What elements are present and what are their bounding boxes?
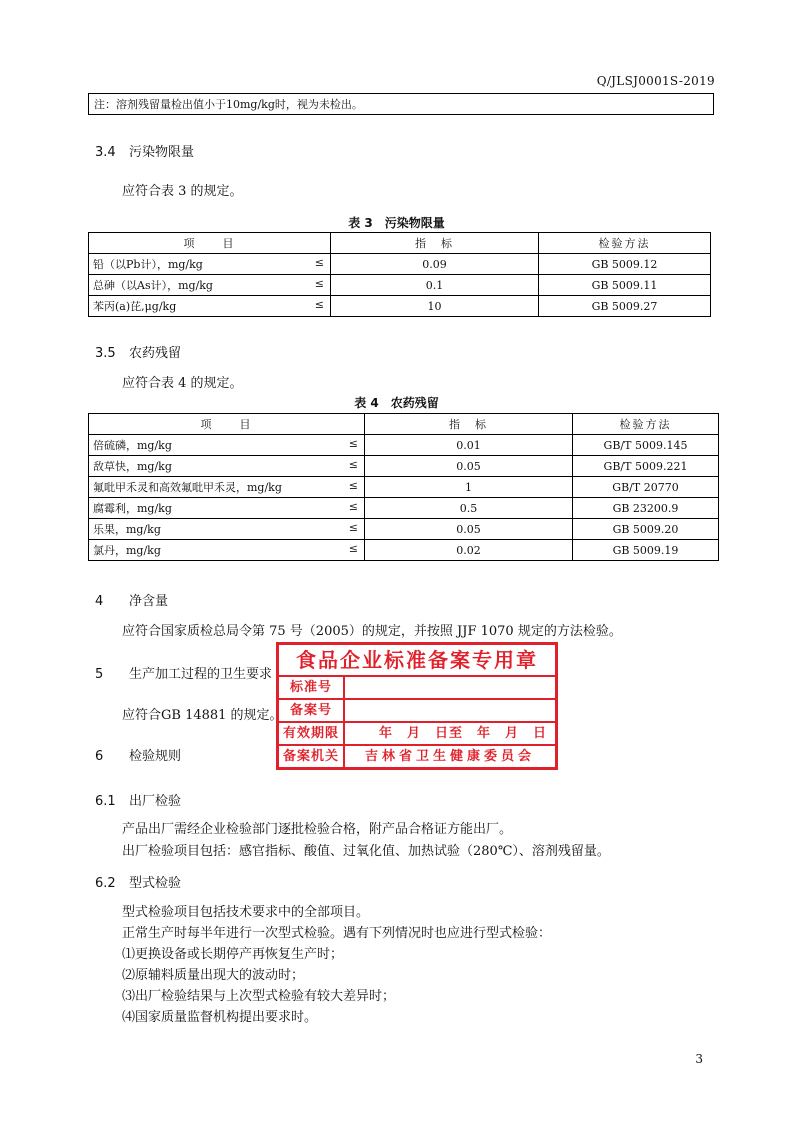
table-4-title: 表 4 农药残留 — [354, 396, 439, 410]
item-name: 铅（以Pb计），mg/kg — [93, 258, 203, 271]
stamp-value — [345, 700, 555, 721]
stamp-value: 吉林省卫生健康委员会 — [364, 749, 535, 764]
list-item: ⑷国家质量监督机构提出要求时。 — [122, 1010, 318, 1025]
value-cell: 0.05 — [365, 456, 573, 477]
operator: ≤ — [348, 521, 358, 534]
section-4-text: 应符合国家质检总局令第 75 号（2005）的规定，并按照 JJF 1070 规定的方法检验。 — [122, 624, 622, 639]
stamp-label: 备案机关 — [279, 746, 345, 769]
item-cell — [89, 296, 331, 317]
value-cell: 0.5 — [365, 498, 573, 519]
header-item: 项 目 — [89, 233, 331, 254]
section-number: 6 — [95, 749, 104, 764]
filing-stamp — [276, 642, 558, 770]
stamp-row — [279, 723, 555, 746]
section-number: 6.1 — [95, 794, 116, 809]
section-number: 3.5 — [95, 346, 116, 361]
item-name: 总砷（以As计），mg/kg — [93, 279, 213, 292]
item-cell — [89, 254, 331, 275]
item-cell — [89, 435, 365, 456]
method-cell: GB 5009.27 — [539, 296, 711, 317]
section-title: 污染物限量 — [129, 145, 195, 160]
solvent-note: 注：溶剂残留量检出值小于10mg/kg时，视为未检出。 — [88, 93, 714, 115]
stamp-value — [345, 677, 555, 698]
stamp-row — [279, 677, 555, 700]
section-6-1-paragraph: 产品出厂需经企业检验部门逐批检验合格，附产品合格证方能出厂。 — [122, 822, 513, 837]
item-cell — [89, 498, 365, 519]
section-6-heading — [95, 745, 181, 764]
value-cell: 0.1 — [331, 275, 539, 296]
item-name: 苯丙(a)芘,μg/kg — [93, 300, 177, 313]
table-row — [89, 435, 719, 456]
section-4-heading — [95, 590, 168, 609]
operator: ≤ — [314, 298, 324, 311]
section-number: 6.2 — [95, 876, 116, 891]
method-cell: GB/T 20770 — [573, 477, 719, 498]
section-number: 3.4 — [95, 145, 116, 160]
section-3-5-text: 应符合表 4 的规定。 — [122, 376, 243, 391]
item-cell — [89, 456, 365, 477]
method-cell: GB 5009.20 — [573, 519, 719, 540]
item-name: 乐果，mg/kg — [93, 523, 161, 536]
stamp-value: 年 月 日至 年 月 日 — [378, 726, 547, 741]
table-row — [89, 498, 719, 519]
list-item: ⑴更换设备或长期停产再恢复生产时； — [122, 947, 344, 962]
section-title: 出厂检验 — [129, 794, 182, 809]
header-method: 检验方法 — [539, 233, 711, 254]
item-cell — [89, 540, 365, 561]
table-3 — [88, 232, 711, 317]
item-name: 敌草快，mg/kg — [93, 460, 172, 473]
section-title: 检验规则 — [129, 749, 182, 764]
section-number: 5 — [95, 667, 104, 682]
method-cell: GB/T 5009.221 — [573, 456, 719, 477]
method-cell: GB 5009.19 — [573, 540, 719, 561]
table-4 — [88, 413, 719, 561]
item-cell — [89, 477, 365, 498]
table-row — [89, 456, 719, 477]
section-6-1-paragraph: 出厂检验项目包括：感官指标、酸值、过氧化值、加热试验（280℃）、溶剂残留量。 — [122, 844, 610, 859]
page-number: 3 — [695, 1052, 703, 1066]
method-cell: GB/T 5009.145 — [573, 435, 719, 456]
item-name: 氟吡甲禾灵和高效氟吡甲禾灵，mg/kg — [93, 481, 282, 494]
table-row — [89, 275, 711, 296]
operator: ≤ — [348, 479, 358, 492]
item-name: 氯丹，mg/kg — [93, 544, 161, 557]
table-row — [89, 477, 719, 498]
header-value: 指 标 — [331, 233, 539, 254]
section-3-5-heading — [95, 342, 181, 361]
operator: ≤ — [348, 437, 358, 450]
header-method: 检验方法 — [573, 414, 719, 435]
value-cell: 10 — [331, 296, 539, 317]
table-row — [89, 296, 711, 317]
operator: ≤ — [348, 458, 358, 471]
section-3-4-heading — [95, 141, 194, 160]
value-cell: 0.05 — [365, 519, 573, 540]
section-3-4-text: 应符合表 3 的规定。 — [122, 184, 243, 199]
operator: ≤ — [348, 542, 358, 555]
value-cell: 1 — [365, 477, 573, 498]
table-row — [89, 540, 719, 561]
operator: ≤ — [314, 256, 324, 269]
table-header-row — [89, 233, 711, 254]
method-cell: GB 5009.11 — [539, 275, 711, 296]
operator: ≤ — [314, 277, 324, 290]
section-6-1-heading — [95, 790, 181, 809]
list-item: ⑵原辅料质量出现大的波动时； — [122, 968, 305, 983]
item-name: 腐霉利，mg/kg — [93, 502, 172, 515]
stamp-row — [279, 746, 555, 769]
header-value: 指 标 — [365, 414, 573, 435]
section-5-heading — [95, 663, 272, 682]
section-6-2-paragraph: 正常生产时每半年进行一次型式检验。遇有下列情况时也应进行型式检验： — [122, 926, 552, 941]
table-3-title: 表 3 污染物限量 — [348, 216, 445, 230]
section-title: 生产加工过程的卫生要求 — [129, 667, 273, 682]
stamp-label: 有效期限 — [279, 723, 345, 744]
stamp-title: 食品企业标准备案专用章 — [279, 645, 555, 677]
stamp-row — [279, 700, 555, 723]
document-code: Q/JLSJ0001S-2019 — [596, 74, 715, 88]
section-6-2-heading — [95, 872, 181, 891]
section-number: 4 — [95, 594, 104, 609]
item-name: 倍硫磷，mg/kg — [93, 439, 172, 452]
value-cell: 0.09 — [331, 254, 539, 275]
method-cell: GB 5009.12 — [539, 254, 711, 275]
list-item: ⑶出厂检验结果与上次型式检验有较大差异时； — [122, 989, 396, 1004]
section-title: 型式检验 — [129, 876, 182, 891]
section-title: 净含量 — [129, 594, 169, 609]
stamp-label: 标准号 — [279, 677, 345, 698]
value-cell: 0.02 — [365, 540, 573, 561]
table-row — [89, 519, 719, 540]
value-cell: 0.01 — [365, 435, 573, 456]
operator: ≤ — [348, 500, 358, 513]
stamp-label: 备案号 — [279, 700, 345, 721]
item-cell — [89, 275, 331, 296]
item-cell — [89, 519, 365, 540]
section-title: 农药残留 — [129, 346, 182, 361]
header-item: 项 目 — [89, 414, 365, 435]
method-cell: GB 23200.9 — [573, 498, 719, 519]
section-6-2-paragraph: 型式检验项目包括技术要求中的全部项目。 — [122, 905, 370, 920]
section-5-text: 应符合GB 14881 的规定。 — [122, 708, 283, 723]
table-row — [89, 254, 711, 275]
table-header-row — [89, 414, 719, 435]
